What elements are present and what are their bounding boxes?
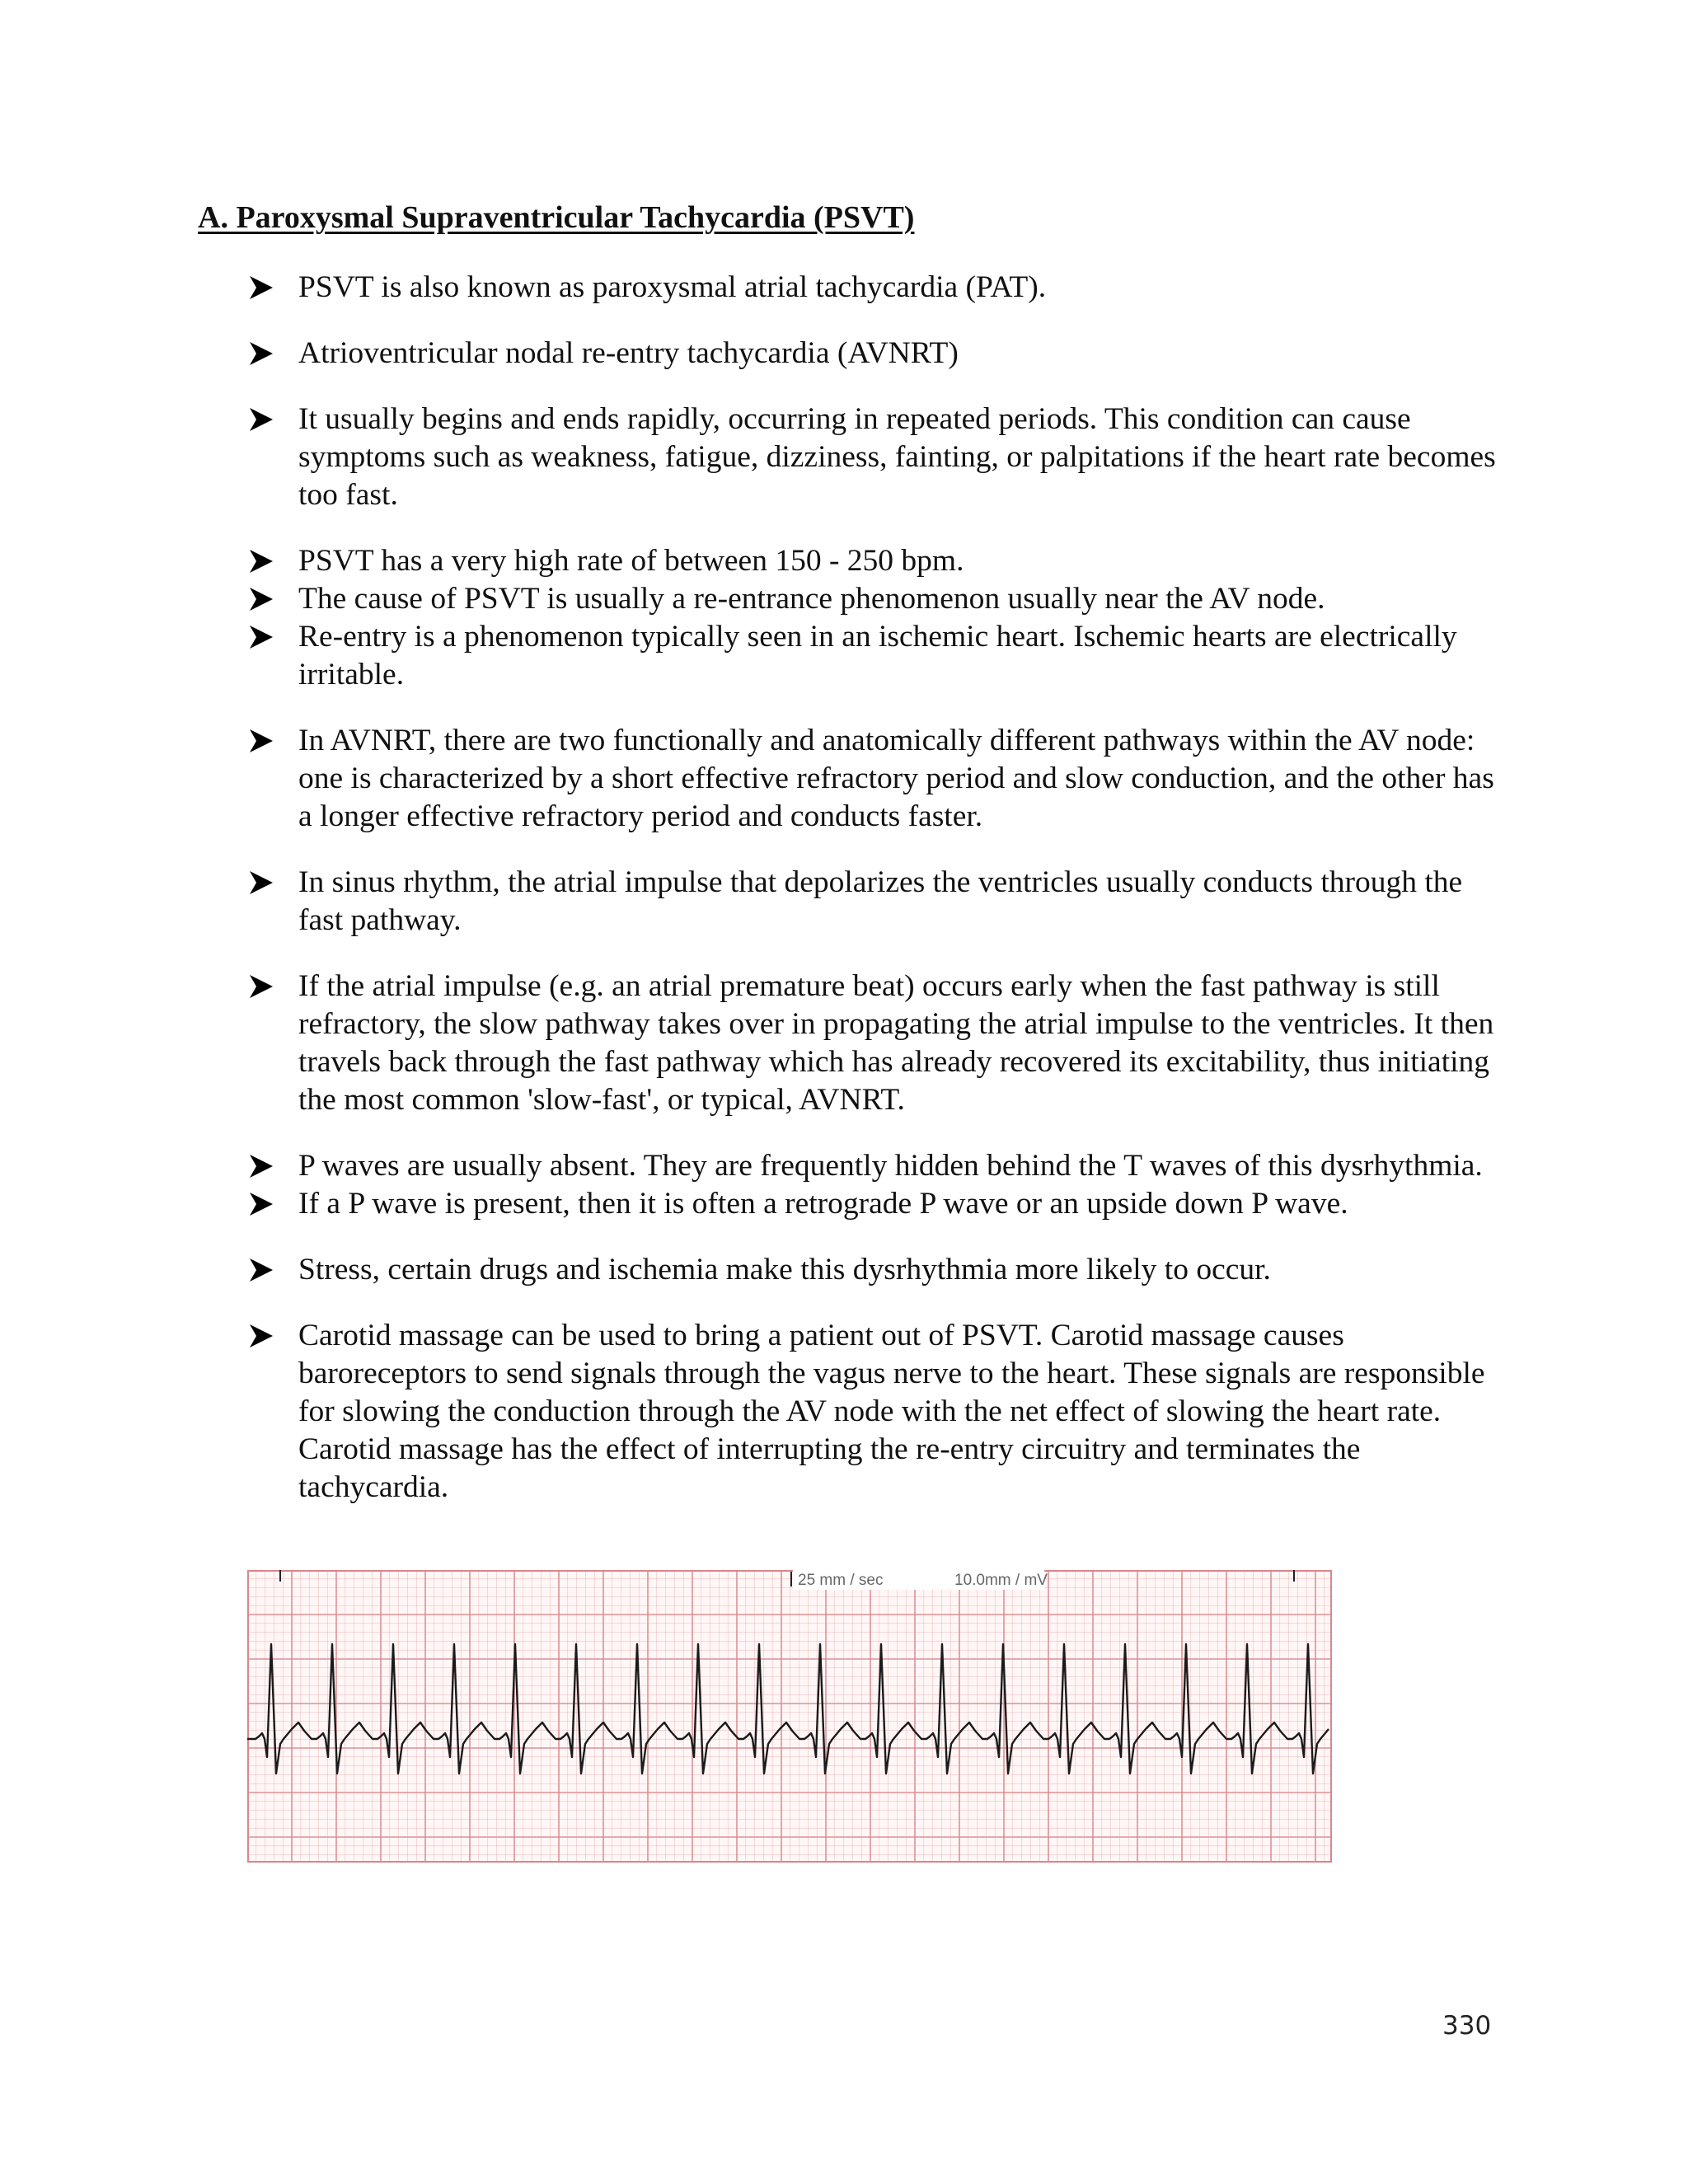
bullet-item (247, 864, 1500, 940)
bullet-item (247, 269, 1500, 307)
bullet-text: In AVNRT, there are two functionally and anatomically different pathways within the AV node: one is characterized by a short effective refractory period and slow conduction, and the other has a longer effective refractory period and conducts faster. (298, 724, 1494, 833)
bullet-text: Carotid massage can be used to bring a patient out of PSVT. Carotid massage causes baroreceptors to send signals through the vagus nerve to the heart. These signals are responsible for slowing the conduction through the AV node with the net effect of slowing the heart rate. Carotid massage has the effect of interrupting the re-entry circuitry and terminates the tachycardia. (298, 1319, 1485, 1504)
bullet-text: In sinus rhythm, the atrial impulse that depolarizes the ventricles usually conducts through the fast pathway. (298, 865, 1463, 937)
bullet-item (247, 1251, 1500, 1289)
arrow-bullet-icon (247, 580, 275, 618)
arrow-bullet-icon (247, 968, 275, 1005)
bullet-text: If a P wave is present, then it is often a retrograde P wave or an upside down P wave. (298, 1187, 1348, 1221)
bullet-text: P waves are usually absent. They are frequently hidden behind the T waves of this dysrhythmia. (298, 1149, 1483, 1183)
bullet-list (247, 269, 1500, 1507)
bullet-text: It usually begins and ends rapidly, occurring in repeated periods. This condition can cause symptoms such as weakness, fatigue, dizziness, fainting, or palpitations if the heart rate becomes too fast. (298, 402, 1496, 512)
arrow-bullet-icon (247, 1147, 275, 1185)
ecg-speed-label: 25 mm / sec (798, 1572, 884, 1589)
bullet-text: PSVT is also known as paroxysmal atrial tachycardia (PAT). (298, 270, 1047, 304)
arrow-bullet-icon (247, 618, 275, 656)
bullet-item (247, 401, 1500, 514)
bullet-text: Stress, certain drugs and ischemia make this dysrhythmia more likely to occur. (298, 1253, 1271, 1286)
bullet-item (247, 1185, 1500, 1223)
bullet-item (247, 618, 1500, 694)
arrow-bullet-icon (247, 1185, 275, 1223)
arrow-bullet-icon (247, 1251, 275, 1289)
arrow-bullet-icon (247, 864, 275, 902)
arrow-bullet-icon (247, 1317, 275, 1355)
ecg-gain-label: 10.0mm / mV (954, 1572, 1048, 1589)
bullet-text: PSVT has a very high rate of between 150 - 250 bpm. (298, 544, 964, 578)
bullet-item (247, 722, 1500, 836)
bullet-item (247, 1317, 1500, 1507)
bullet-text: Atrioventricular nodal re-entry tachycardia (AVNRT) (298, 336, 959, 370)
bullet-item (247, 1147, 1500, 1185)
bullet-item (247, 968, 1500, 1119)
arrow-bullet-icon (247, 401, 275, 438)
bullet-item (247, 335, 1500, 373)
bullet-text: Re-entry is a phenomenon typically seen in an ischemic heart. Ischemic hearts are electrically irritable. (298, 620, 1457, 691)
ecg-strip (247, 1570, 1332, 1863)
arrow-bullet-icon (247, 269, 275, 307)
arrow-bullet-icon (247, 335, 275, 373)
arrow-bullet-icon (247, 542, 275, 580)
page-title: A. Paroxysmal Supraventricular Tachycardia (PSVT) (198, 200, 915, 235)
bullet-item (247, 580, 1500, 618)
bullet-item (247, 542, 1500, 580)
bullet-text: If the atrial impulse (e.g. an atrial premature beat) occurs early when the fast pathway is still refractory, the slow pathway takes over in propagating the atrial impulse to the ventricles. It then travels back through the fast pathway which has already recovered its excitability, thus initiating the most common 'slow-fast', or typical, AVNRT. (298, 969, 1494, 1117)
page-number: 330 (1442, 2011, 1492, 2041)
bullet-text: The cause of PSVT is usually a re-entrance phenomenon usually near the AV node. (298, 582, 1325, 616)
arrow-bullet-icon (247, 722, 275, 760)
